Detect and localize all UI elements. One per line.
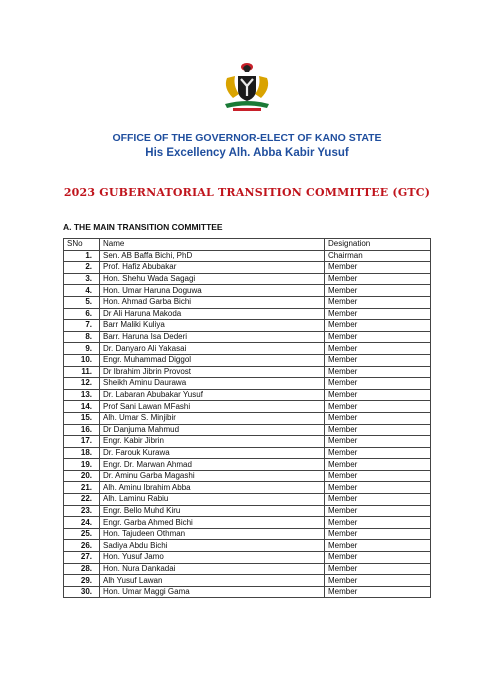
table-row xyxy=(64,540,431,552)
table-row xyxy=(64,366,431,378)
row-sno: 4. xyxy=(64,285,100,297)
row-name: Engr. Dr. Marwan Ahmad xyxy=(100,459,325,471)
row-designation: Member xyxy=(325,424,431,436)
section-heading: A. THE MAIN TRANSITION COMMITTEE xyxy=(63,222,223,232)
row-sno: 7. xyxy=(64,320,100,332)
table-row xyxy=(64,517,431,529)
row-designation: Member xyxy=(325,262,431,274)
row-designation: Member xyxy=(325,540,431,552)
row-designation: Member xyxy=(325,552,431,564)
row-designation: Member xyxy=(325,505,431,517)
table-row xyxy=(64,563,431,575)
row-name: Dr. Aminu Garba Magashi xyxy=(100,470,325,482)
table-row xyxy=(64,262,431,274)
row-name: Alh. Aminu Ibrahim Abba xyxy=(100,482,325,494)
row-designation: Member xyxy=(325,563,431,575)
row-designation: Member xyxy=(325,378,431,390)
row-sno: 27. xyxy=(64,552,100,564)
table-body xyxy=(64,250,431,598)
row-designation: Member xyxy=(325,436,431,448)
table-row xyxy=(64,389,431,401)
row-designation: Member xyxy=(325,331,431,343)
row-name: Engr. Muhammad Diggol xyxy=(100,354,325,366)
table-row xyxy=(64,586,431,598)
table-row xyxy=(64,494,431,506)
row-sno: 10. xyxy=(64,354,100,366)
row-name: Sen. AB Baffa Bichi, PhD xyxy=(100,250,325,262)
row-sno: 17. xyxy=(64,436,100,448)
office-title: OFFICE OF THE GOVERNOR-ELECT OF KANO STATE xyxy=(112,132,382,144)
row-sno: 1. xyxy=(64,250,100,262)
table-row xyxy=(64,575,431,587)
row-designation: Member xyxy=(325,296,431,308)
table-row xyxy=(64,401,431,413)
row-sno: 22. xyxy=(64,494,100,506)
row-name: Hon. Umar Maggi Gama xyxy=(100,586,325,598)
row-sno: 16. xyxy=(64,424,100,436)
row-sno: 6. xyxy=(64,308,100,320)
row-sno: 26. xyxy=(64,540,100,552)
row-designation: Member xyxy=(325,366,431,378)
row-designation: Member xyxy=(325,354,431,366)
row-name: Barr. Haruna Isa Dederi xyxy=(100,331,325,343)
row-designation: Member xyxy=(325,320,431,332)
row-sno: 12. xyxy=(64,378,100,390)
row-sno: 19. xyxy=(64,459,100,471)
table-row xyxy=(64,343,431,355)
row-name: Alh. Laminu Rabiu xyxy=(100,494,325,506)
row-designation: Member xyxy=(325,308,431,320)
row-name: Hon. Nura Dankadai xyxy=(100,563,325,575)
row-name: Barr Maliki Kuliya xyxy=(100,320,325,332)
row-designation: Member xyxy=(325,343,431,355)
row-name: Prof. Hafiz Abubakar xyxy=(100,262,325,274)
row-designation: Member xyxy=(325,447,431,459)
row-sno: 2. xyxy=(64,262,100,274)
table-row xyxy=(64,424,431,436)
row-name: Sadiya Abdu Bichi xyxy=(100,540,325,552)
row-sno: 14. xyxy=(64,401,100,413)
excellency-title: His Excellency Alh. Abba Kabir Yusuf xyxy=(145,147,349,159)
row-designation: Member xyxy=(325,482,431,494)
committee-title: 2023 GUBERNATORIAL TRANSITION COMMITTEE (GTC) xyxy=(63,186,431,199)
row-designation: Member xyxy=(325,412,431,424)
row-designation: Member xyxy=(325,273,431,285)
table-row xyxy=(64,436,431,448)
row-sno: 28. xyxy=(64,563,100,575)
row-name: Alh. Umar S. Minjibir xyxy=(100,412,325,424)
table-header-row xyxy=(64,239,431,251)
row-sno: 24. xyxy=(64,517,100,529)
row-sno: 30. xyxy=(64,586,100,598)
row-designation: Member xyxy=(325,459,431,471)
table-row xyxy=(64,250,431,262)
table-row xyxy=(64,296,431,308)
row-sno: 9. xyxy=(64,343,100,355)
coat-of-arms-icon xyxy=(219,58,275,114)
row-name: Dr Danjuma Mahmud xyxy=(100,424,325,436)
row-designation: Member xyxy=(325,285,431,297)
row-name: Engr. Bello Muhd Kiru xyxy=(100,505,325,517)
row-designation: Chairman xyxy=(325,250,431,262)
table-row xyxy=(64,273,431,285)
row-name: Hon. Tajudeen Othman xyxy=(100,528,325,540)
row-sno: 20. xyxy=(64,470,100,482)
row-sno: 25. xyxy=(64,528,100,540)
row-sno: 18. xyxy=(64,447,100,459)
table-row xyxy=(64,378,431,390)
row-designation: Member xyxy=(325,470,431,482)
row-sno: 5. xyxy=(64,296,100,308)
row-sno: 29. xyxy=(64,575,100,587)
table-row xyxy=(64,308,431,320)
row-sno: 21. xyxy=(64,482,100,494)
table-row xyxy=(64,482,431,494)
table-row xyxy=(64,528,431,540)
table-row xyxy=(64,412,431,424)
row-designation: Member xyxy=(325,389,431,401)
row-name: Hon. Umar Haruna Doguwa xyxy=(100,285,325,297)
row-designation: Member xyxy=(325,401,431,413)
row-name: Sheikh Aminu Daurawa xyxy=(100,378,325,390)
row-designation: Member xyxy=(325,528,431,540)
row-sno: 23. xyxy=(64,505,100,517)
row-name: Prof Sani Lawan MFashi xyxy=(100,401,325,413)
row-sno: 8. xyxy=(64,331,100,343)
row-name: Dr Ibrahim Jibrin Provost xyxy=(100,366,325,378)
column-header-name: Name xyxy=(100,239,325,251)
table-row xyxy=(64,459,431,471)
row-name: Dr. Farouk Kurawa xyxy=(100,447,325,459)
row-designation: Member xyxy=(325,517,431,529)
row-name: Dr. Danyaro Ali Yakasai xyxy=(100,343,325,355)
table-row xyxy=(64,285,431,297)
table-row xyxy=(64,505,431,517)
row-name: Hon. Shehu Wada Sagagi xyxy=(100,273,325,285)
row-designation: Member xyxy=(325,586,431,598)
row-designation: Member xyxy=(325,494,431,506)
row-name: Engr. Garba Ahmed Bichi xyxy=(100,517,325,529)
row-sno: 11. xyxy=(64,366,100,378)
table-row xyxy=(64,447,431,459)
row-name: Dr. Labaran Abubakar Yusuf xyxy=(100,389,325,401)
row-name: Hon. Yusuf Jamo xyxy=(100,552,325,564)
row-sno: 13. xyxy=(64,389,100,401)
table-row xyxy=(64,320,431,332)
row-name: Hon. Ahmad Garba Bichi xyxy=(100,296,325,308)
table-row xyxy=(64,354,431,366)
row-name: Dr Ali Haruna Makoda xyxy=(100,308,325,320)
table-row xyxy=(64,470,431,482)
table-row xyxy=(64,552,431,564)
column-header-sno: SNo xyxy=(64,239,100,251)
row-sno: 15. xyxy=(64,412,100,424)
table-row xyxy=(64,331,431,343)
row-designation: Member xyxy=(325,575,431,587)
committee-table xyxy=(63,238,431,598)
row-name: Alh Yusuf Lawan xyxy=(100,575,325,587)
row-name: Engr. Kabir Jibrin xyxy=(100,436,325,448)
column-header-designation: Designation xyxy=(325,239,431,251)
row-sno: 3. xyxy=(64,273,100,285)
